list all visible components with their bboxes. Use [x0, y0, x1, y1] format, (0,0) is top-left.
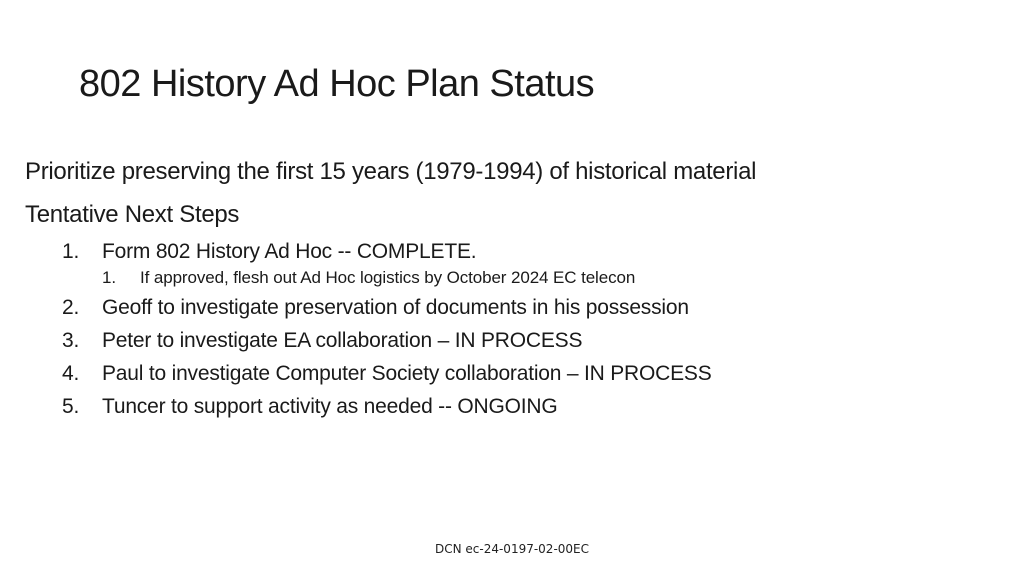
list-item-number: 1.	[62, 240, 80, 263]
list-item-text: Form 802 History Ad Hoc -- COMPLETE.	[102, 240, 477, 263]
list-item-number: 3.	[62, 329, 80, 352]
list-item	[25, 324, 1005, 357]
list-item	[25, 357, 1005, 390]
list-item-text: Geoff to investigate preservation of documents in his possession	[102, 296, 689, 319]
slide-title: 802 History Ad Hoc Plan Status	[79, 63, 595, 105]
sub-list-item-number: 1.	[102, 268, 116, 287]
list-item-number: 5.	[62, 395, 80, 418]
list-item-text: Peter to investigate EA collaboration – IN PROCESS	[102, 329, 583, 352]
list-item-text: Paul to investigate Computer Society collaboration – IN PROCESS	[102, 362, 712, 385]
sub-list-item	[102, 266, 635, 290]
list-item-number: 2.	[62, 296, 80, 319]
sub-list-item-text: If approved, flesh out Ad Hoc logistics by October 2024 EC telecon	[140, 268, 636, 287]
next-steps-heading: Tentative Next Steps	[25, 201, 240, 228]
priority-paragraph: Prioritize preserving the first 15 years (1979-1994) of historical material	[25, 158, 757, 185]
list-item	[25, 235, 1005, 291]
next-steps-list	[25, 235, 1005, 423]
slide-body	[25, 152, 1005, 423]
list-item-number: 4.	[62, 362, 80, 385]
sub-steps-list	[102, 266, 635, 290]
list-item	[25, 390, 1005, 423]
list-item-text: Tuncer to support activity as needed -- ONGOING	[102, 395, 558, 418]
list-item	[25, 291, 1005, 324]
document-control-number: DCN ec-24-0197-02-00EC	[434, 542, 590, 556]
